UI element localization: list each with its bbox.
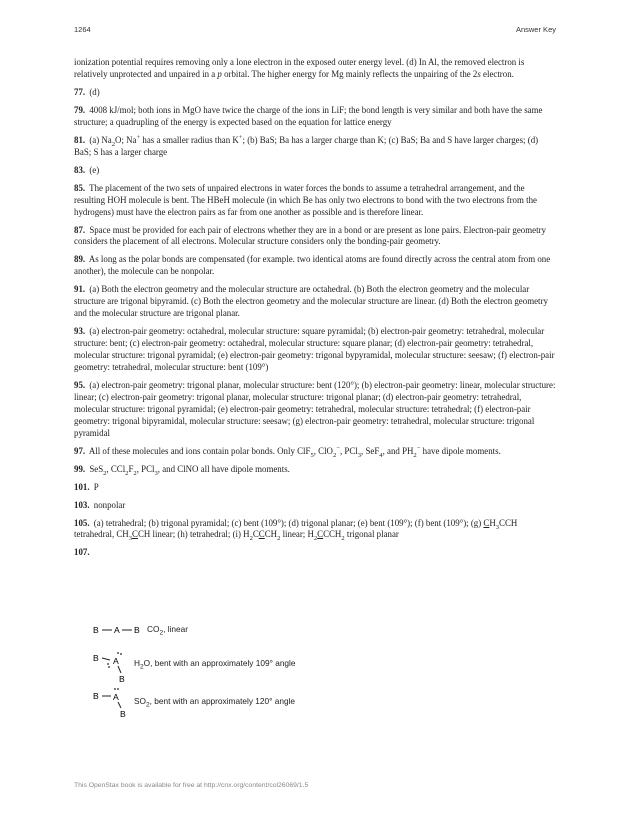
answer-number: 101.	[74, 481, 90, 492]
answer-89	[74, 254, 556, 278]
answer-81	[74, 135, 556, 159]
atom-b-label: B	[134, 625, 140, 635]
lone-pair-dot	[107, 663, 109, 665]
answer-number: 105.	[74, 517, 90, 528]
answer-number: 97.	[74, 445, 86, 456]
answer-97	[74, 446, 556, 458]
answer-85	[74, 183, 556, 219]
answer-number: 77.	[74, 86, 86, 97]
answer-list	[74, 57, 556, 565]
atom-a-label: A	[113, 656, 119, 666]
bond-line	[118, 702, 121, 708]
so2-caption: $SO_2$, bent with an approximately 120° angle	[134, 696, 296, 709]
lone-pair-dot	[114, 688, 116, 690]
answer-text: (a) tetrahedral; (b) trigonal pyramidal; (c) bent (109°); (d) trigonal planar; (e) bent (109°); (f) bent (109°); (g) $CH_3CCH$ tetrahedral, $CH_3CCH$ linear; (h) tetrahedral; (i) $H_2CCCH_2$ linear; $H_2CCCH_2$ trigonal planar	[74, 517, 518, 543]
answer-79	[74, 105, 556, 129]
molecule-structure-diagram	[88, 622, 388, 722]
answer-text: (d)	[89, 86, 100, 97]
lone-pair-dot	[120, 653, 122, 655]
answer-text: SeS$_2$, $CCl_2F_2$, PCl$_3$, and ClNO all have dipole moments.	[89, 463, 290, 477]
answer-text: 4008 kJ/mol; both ions in MgO have twice the charge of the ions in LiF; the bond length is very similar and both have the same structure; a quadrupling of the energy is expected based on the equation for lattice energy	[74, 104, 543, 127]
atom-b-label: B	[93, 653, 99, 663]
answer-number: 99.	[74, 463, 86, 474]
page-footer: This OpenStax book is available for free at http://cnx.org/content/col26069/1.5	[74, 782, 309, 789]
answer-number: 89.	[74, 254, 86, 265]
answer-91	[74, 284, 556, 320]
structure-drawings	[88, 622, 348, 722]
answer-text: (e)	[89, 164, 100, 175]
answer-text: (a) Both the electron geometry and the molecular structure are octahedral. (b) Both the electron geometry and the molecular structure are trigonal bipyramid. (c) Both the electron geometry and the molecular structure are linear. (d) Both the electron geometry and the molecular structure are trigonal planar.	[74, 284, 548, 319]
so2-structure	[93, 688, 126, 719]
answer-number: 95.	[74, 379, 86, 390]
answer-number: 83.	[74, 164, 86, 175]
atom-b-label: B	[120, 709, 126, 719]
atom-a-label: A	[114, 625, 120, 635]
answer-text: (a) electron-pair geometry: octahedral, molecular structure: square pyramidal; (b) electron-pair geometry: tetrahedral, molecular structure: bent; (c) electron-pair geometry: octahedral, molecular structure: square planar; (d) electron-pair geometry: tetrahedral, molecular structure: trigonal pyramidal; (e) electron-pair geometry: trigonal bypyramidal, molecular structure: seesaw; (f) electron-pair geometry: tetrahedral, molecular structure: bent (109°)	[74, 326, 555, 372]
answer-number: 103.	[74, 499, 90, 510]
h2o-caption: $H_2O$, bent with an approximately 109° angle	[134, 658, 296, 671]
atom-b-label: B	[93, 691, 99, 701]
answer-87	[74, 225, 556, 249]
answer-83	[74, 165, 556, 177]
answer-99	[74, 464, 556, 476]
answer-number: 91.	[74, 284, 86, 295]
answer-number: 93.	[74, 326, 86, 337]
bond-line	[118, 666, 121, 673]
answer-text: All of these molecules and ions contain polar bonds. Only ClF$_5$, ClO$_2$−, PCl$_3$, SeF$_4$, and $PH_2^-$ have dipole moments.	[88, 444, 501, 459]
answer-text: nonpolar	[93, 499, 126, 510]
answer-text: (a) $Na_2O$; Na+ has a smaller radius than K+; (b) BaS; Ba has a larger charge than K; (c) BaS; Ba and S have larger charges; (d) BaS; S has a larger charge	[74, 133, 539, 157]
answer-93	[74, 326, 556, 374]
h2o-structure	[93, 652, 125, 684]
lone-pair-dot	[117, 688, 119, 690]
answer-text: Space must be provided for each pair of electrons whether they are in a bond or are present as lone pairs. Electron-pair geometry considers the placement of all electrons. Molecular structure considers only the bonding-pair geometry.	[74, 224, 546, 247]
atom-a-label: A	[113, 692, 119, 702]
atom-b-label: B	[93, 625, 99, 635]
answer-105	[74, 518, 556, 542]
answer-number: 81.	[74, 134, 86, 145]
answer-text: As long as the polar bonds are compensated (for example. two identical atoms are found directly across the central atom from one another), the molecule can be nonpolar.	[74, 254, 551, 277]
answer-95	[74, 380, 556, 440]
bond-line	[102, 658, 110, 660]
answer-number: 107.	[74, 547, 90, 558]
answer-77	[74, 87, 556, 99]
answer-text: P	[93, 481, 99, 492]
answer-103	[74, 500, 556, 512]
answer-101	[74, 482, 556, 494]
section-label: Answer Key	[515, 25, 556, 34]
answer-text: (a) electron-pair geometry: trigonal planar, molecular structure: bent (120°); (b) electron-pair geometry: linear, molecular structure: linear; (c) electron-pair geometry: trigonal planar, molecular structure: trigonal planar; (d) electron-pair geometry: tetrahedral, molecular structure: trigonal pyramidal; (e) electron-pair geometry: tetrahedral, molecular structure: tetrahedral; (f) electron-pair geometry: trigonal bipyramidal, molecular structure: seesaw; (g) electron-pair geometry: tetrahedral, molecular structure: trigonal pyramidal	[74, 379, 556, 438]
atom-b-label: B	[119, 674, 125, 684]
answer-107	[74, 547, 556, 559]
page-header	[74, 25, 556, 37]
answer-text: The placement of the two sets of unpaired electrons in water forces the bonds to assume a tetrahedral arrangement, and the resulting HOH molecule is bent. The HBeH molecule (in which Be has only two electrons to bond with the two electrons from the hydrogens) must have the electron pairs as far from one another as possible and is therefore linear.	[74, 182, 537, 217]
co2-caption: $CO_2$, linear	[147, 624, 189, 637]
co2-structure	[93, 625, 140, 635]
page-number: 1264	[74, 25, 91, 34]
answer-number: 87.	[74, 224, 86, 235]
answer-number: 85.	[74, 182, 86, 193]
answer-continuation: ionization potential requires removing only a lone electron in the exposed outer energy level. (d) In Al, the removed electron is relatively unprotected and unpaired in a p orbital. The higher energy for Mg mainly reflects the unpairing of the 2s electron.	[74, 57, 525, 79]
answer-number: 79.	[74, 104, 86, 115]
lone-pair-dot	[108, 666, 110, 668]
lone-pair-dot	[117, 652, 119, 654]
